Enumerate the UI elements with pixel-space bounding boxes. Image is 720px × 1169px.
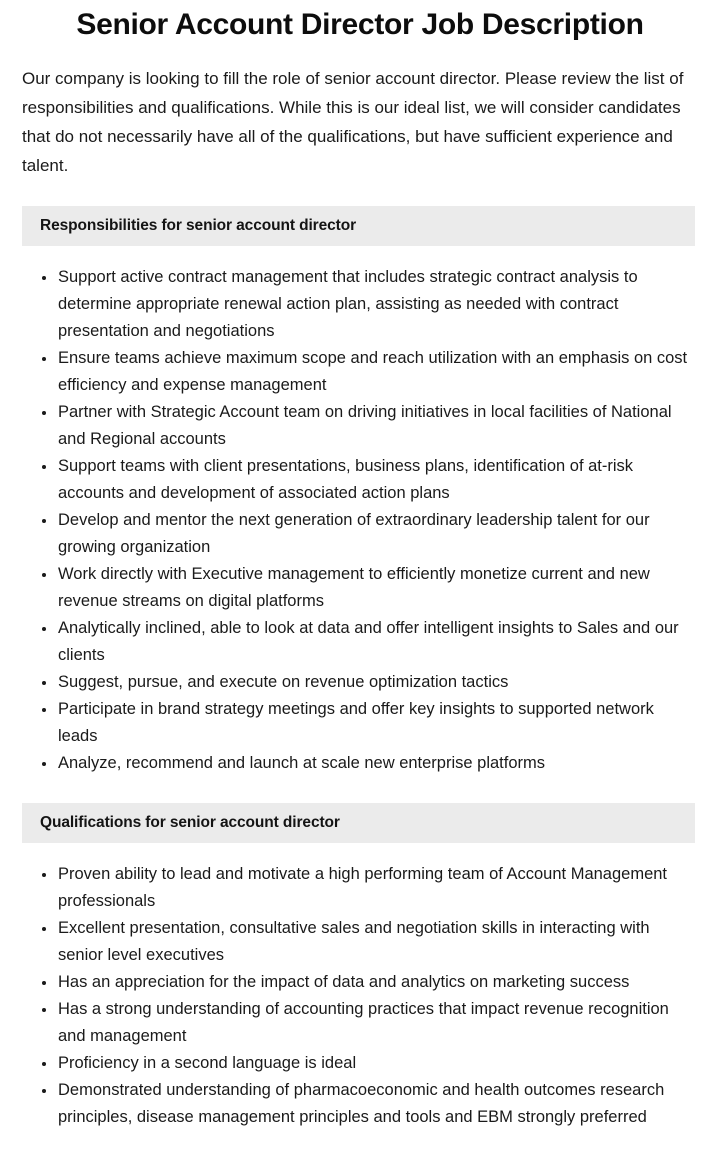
list-item: Has an appreciation for the impact of data and analytics on marketing success [22, 969, 695, 996]
list-item: Support active contract management that includes strategic contract analysis to determine appropriate renewal action plan, assisting as needed with contract presentation and negotiations [22, 264, 695, 345]
list-item: Demonstrated understanding of pharmacoeconomic and health outcomes research principles, disease management principles and tools and EBM strongly preferred [22, 1077, 695, 1131]
list-item: Support teams with client presentations, business plans, identification of at-risk accounts and development of associated action plans [22, 453, 695, 507]
list-item: Excellent presentation, consultative sales and negotiation skills in interacting with senior level executives [22, 915, 695, 969]
list-item: Participate in brand strategy meetings and offer key insights to supported network leads [22, 696, 695, 750]
section-header-qualifications [22, 803, 695, 843]
section-heading-qualifications: Qualifications for senior account director [40, 814, 340, 831]
responsibilities-list [0, 246, 720, 777]
section-header-responsibilities [22, 206, 695, 246]
list-item: Analyze, recommend and launch at scale new enterprise platforms [22, 750, 695, 777]
section-heading-responsibilities: Responsibilities for senior account director [40, 217, 356, 234]
page-title: Senior Account Director Job Description [76, 8, 644, 41]
list-item: Proven ability to lead and motivate a high performing team of Account Management professionals [22, 861, 695, 915]
section-qualifications [0, 803, 720, 1161]
intro-paragraph: Our company is looking to fill the role of senior account director. Please review the list of responsibilities and qualifications. While this is our ideal list, we will consider candidates that do not necessarily have all of the qualifications, but have sufficient experience and talent. [22, 69, 684, 175]
list-item: Proficiency in a second language is ideal [22, 1050, 695, 1077]
list-item: Has a strong understanding of accounting practices that impact revenue recognition and management [22, 996, 695, 1050]
list-item: Ensure teams achieve maximum scope and reach utilization with an emphasis on cost efficiency and expense management [22, 345, 695, 399]
list-item: Develop and mentor the next generation of extraordinary leadership talent for our growing organization [22, 507, 695, 561]
qualifications-list [0, 843, 720, 1161]
section-responsibilities [0, 206, 720, 777]
page-bottom-spacer [0, 1161, 720, 1169]
list-item: Partner with Strategic Account team on driving initiatives in local facilities of National and Regional accounts [22, 399, 695, 453]
list-item: Analytically inclined, able to look at data and offer intelligent insights to Sales and our clients [22, 615, 695, 669]
list-item: Work directly with Executive management to efficiently monetize current and new revenue streams on digital platforms [22, 561, 695, 615]
list-item: Suggest, pursue, and execute on revenue optimization tactics [22, 669, 695, 696]
